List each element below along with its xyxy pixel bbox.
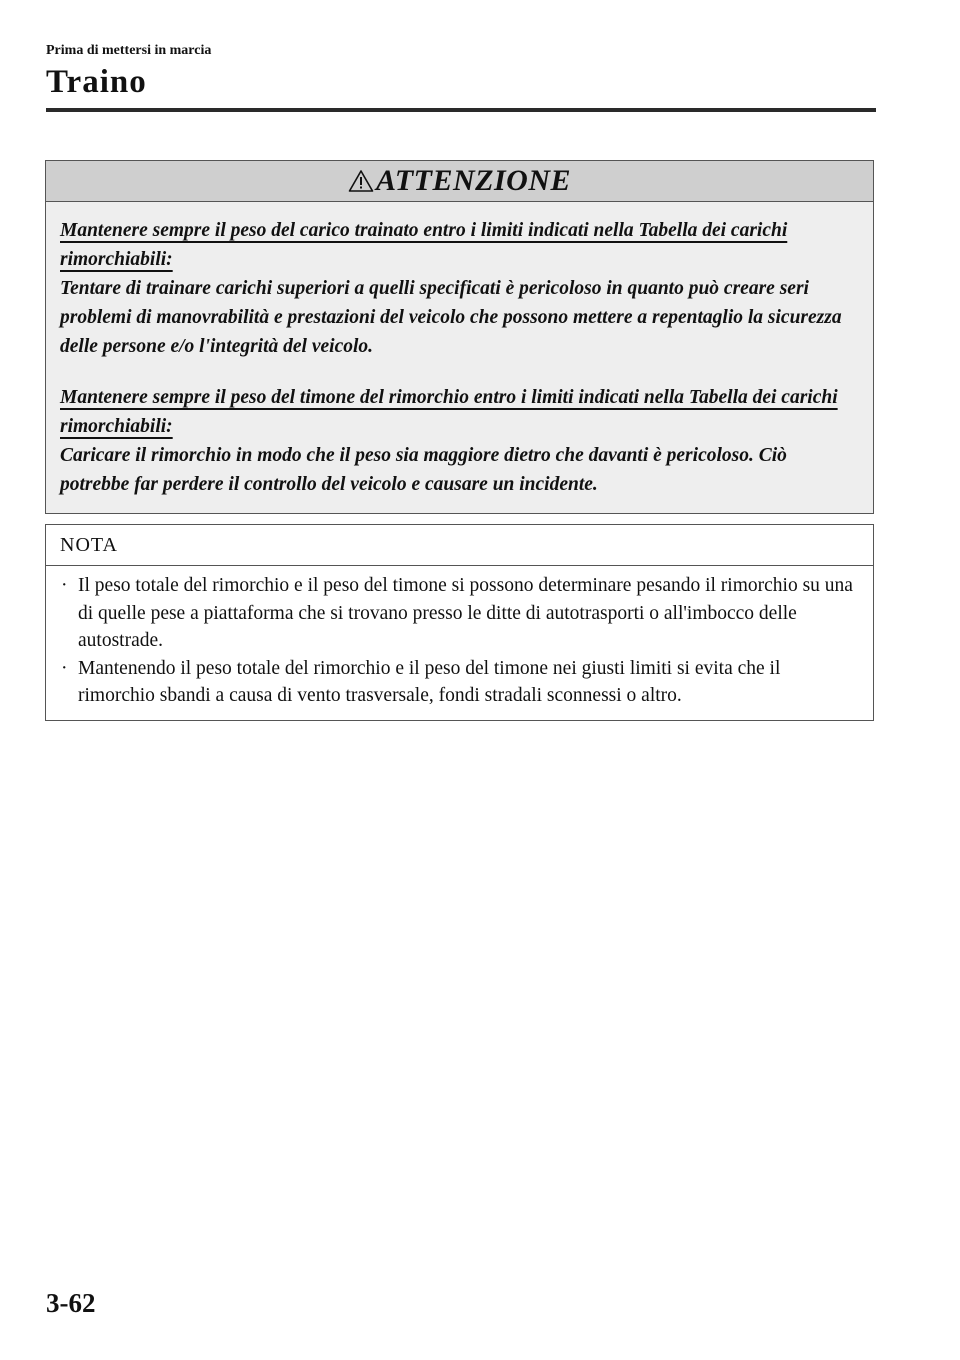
warning-text-2: Caricare il rimorchio in modo che il peso sia maggiore dietro che davanti è pericoloso. Ciò potrebbe far perdere il controllo del veicolo e causare un incidente.: [60, 445, 787, 495]
bullet-dot: ·: [61, 575, 68, 596]
section-label: Prima di mettersi in marcia: [46, 43, 212, 58]
bullet-dot: ·: [61, 657, 68, 679]
page-number: 3-62: [46, 1288, 96, 1318]
warning-heading-1: Mantenere sempre il peso del carico trainato entro i limiti indicati nella Tabella dei carichi rimorchiabili:: [60, 220, 788, 270]
page-title: Traino: [46, 64, 147, 100]
page-header: [46, 42, 876, 102]
title-divider: [46, 108, 876, 112]
note-item-text: Il peso totale del rimorchio e il peso del timone si possono determinare pesando il rimorchio su una di quelle pese a piattaforma che si trovano presso le ditte di autotrasporti o all'imbocco delle autostrade.: [78, 575, 853, 651]
note-body: [46, 566, 873, 720]
warning-text-1: Tentare di trainare carichi superiori a quelli specificati è pericoloso in quanto può creare seri problemi di manovrabilità e prestazioni del veicolo che possono mettere a repentaglio la sicurezza delle persone e/o l'integrità del veicolo.: [60, 278, 842, 357]
note-item-text: Mantenendo il peso totale del rimorchio e il peso del timone nei giusti limiti si evita che il rimorchio sbandi a causa di vento trasversale, fondi stradali sconnessi o altro.: [78, 657, 781, 706]
warning-body: [46, 202, 873, 513]
warning-title: ATTENZIONE: [375, 164, 572, 197]
warning-header: [46, 161, 873, 202]
warning-box: [45, 160, 874, 514]
note-title: NOTA: [46, 525, 873, 566]
note-box: [45, 524, 874, 721]
list-item: [60, 572, 859, 655]
warning-triangle-icon: [348, 169, 374, 193]
list-item: [60, 655, 859, 710]
warning-heading-2: Mantenere sempre il peso del timone del rimorchio entro i limiti indicati nella Tabella dei carichi rimorchiabili:: [60, 387, 838, 437]
